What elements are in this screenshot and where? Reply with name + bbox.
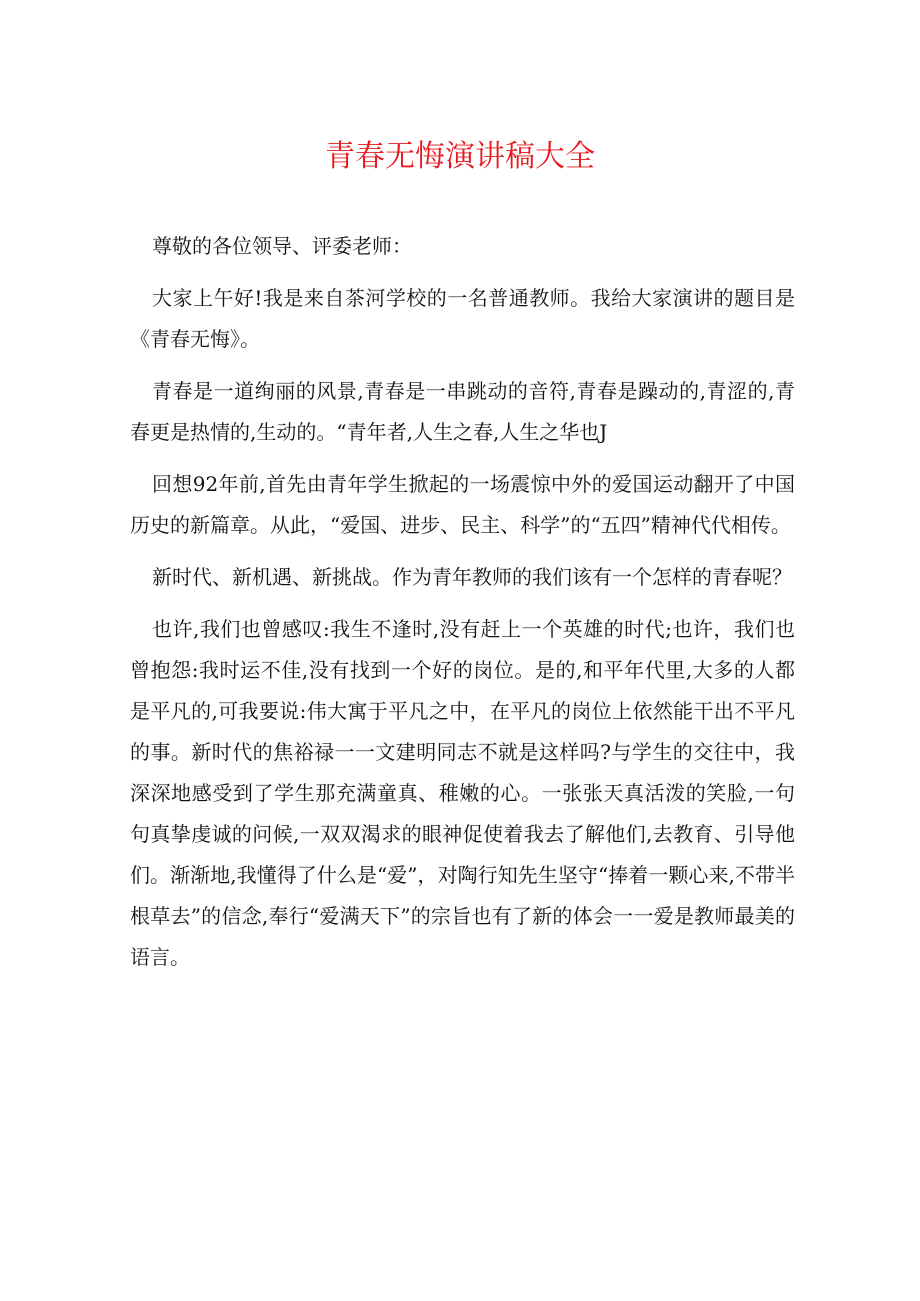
document-title: 青春无悔演讲稿大全 xyxy=(325,139,595,174)
paragraph-greeting: 大家上午好!我是来自茶河学校的一名普通教师。我给大家演讲的题目是《青春无悔》。 xyxy=(130,286,795,351)
paragraph-youth: 青春是一道绚丽的风景,青春是一串跳动的音符,青春是躁动的,青涩的,青春更是热情的,生动的。“青年者,人生之春,人生之华也J xyxy=(130,379,795,444)
paragraph-ordinary: 也许,我们也曾感叹:我生不逢时,没有赶上一个英雄的时代;也许，我们也曾抱怨:我时运不佳,没有找到一个好的岗位。是的,和平年代里,大多的人都是平凡的,可我要说:伟大寓于平凡之中，在平凡的岗位上依然能干出不平凡的事。新时代的焦裕禄一一文建明同志不就是这样吗?与学生的交往中，我深深地感受到了学生那充满童真、稚嫩的心。一张张天真活泼的笑脸,一句句真挚虔诚的问候,一双双渴求的眼神促使着我去了解他们,去教育、引导他们。渐渐地,我懂得了什么是“爱”，对陶行知先生坚守“捧着一颗心来,不带半根草去”的信念,奉行“爱满天下”的宗旨也有了新的体会一一爱是教师最美的语言。 xyxy=(130,617,795,969)
document-body xyxy=(130,226,795,989)
paragraph-salutation: 尊敬的各位领导、评委老师： xyxy=(152,234,412,258)
paragraph-new-era: 新时代、新机遇、新挑战。作为青年教师的我们该有一个怎样的青春呢？ xyxy=(152,565,792,589)
paragraph-history: 回想92年前,首先由青年学生掀起的一场震惊中外的爱国运动翻开了中国历史的新篇章。从此，“爱国、进步、民主、科学”的“五四”精神代代相传。 xyxy=(130,472,795,537)
